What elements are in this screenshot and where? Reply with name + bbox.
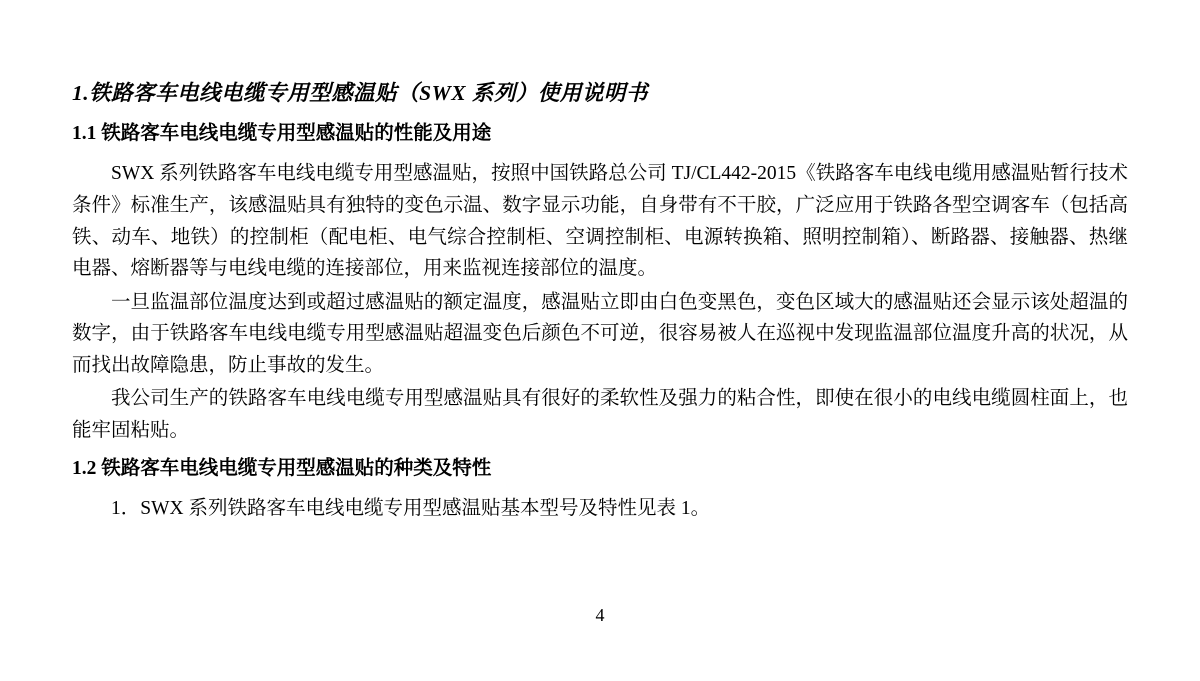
page-title: 1.铁路客车电线电缆专用型感温贴（SWX 系列）使用说明书 [72,81,648,105]
list-item: 1．SWX 系列铁路客车电线电缆专用型感温贴基本型号及特性见表 1。 [111,497,711,519]
section-number-1-2: 1.2 [72,457,97,479]
section-number-1-1: 1.1 [72,123,97,145]
section-heading-1-2 [72,455,1128,483]
section-heading-text-1-2: 铁路客车电线电缆专用型感温贴的种类及特性 [101,457,492,479]
page-number: 4 [595,605,605,625]
paragraph-1: SWX 系列铁路客车电线电缆专用型感温贴，按照中国铁路总公司 TJ/CL442-2015《铁路客车电线电缆用感温贴暂行技术条件》标准生产，该感温贴具有独特的变色示温、数字显示功能，自身带有不干胶，广泛应用于铁路各型空调客车（包括高铁、动车、地铁）的控制柜（配电柜、电气综合控制柜、空调控制柜、电源转换箱、照明控制箱）、断路器、接触器、热继电器、熔断器等与电线电缆的连接部位，用来监视连接部位的温度。 [72,163,1128,280]
section-heading-1-1 [72,120,1128,148]
paragraph-3: 我公司生产的铁路客车电线电缆专用型感温贴具有很好的柔软性及强力的粘合性，即使在很小的电线电缆圆柱面上，也能牢固粘贴。 [72,388,1128,441]
section-heading-text-1-1: 铁路客车电线电缆专用型感温贴的性能及用途 [101,123,492,145]
paragraph-2: 一旦监温部位温度达到或超过感温贴的额定温度，感温贴立即由白色变黑色，变色区域大的感温贴还会显示该处超温的数字，由于铁路客车电线电缆专用型感温贴超温变色后颜色不可逆，很容易被人在巡视中发现监温部位温度升高的状况，从而找出故障隐患，防止事故的发生。 [72,291,1128,376]
